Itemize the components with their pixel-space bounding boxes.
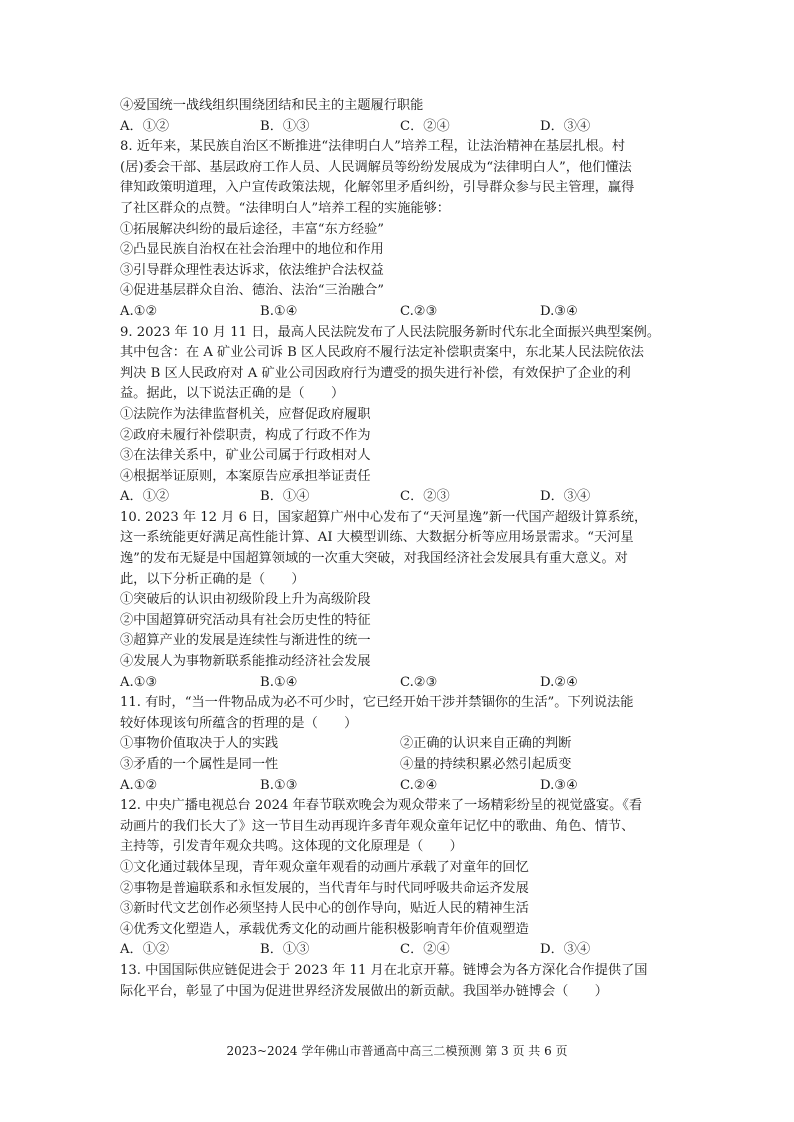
statement-item: ②凸显民族自治权在社会治理中的地位和作用 (120, 242, 384, 258)
question-12 (120, 796, 680, 961)
statement-item: ①拓展解决纠纷的最后途径，丰富“东方经验” (120, 221, 385, 237)
question-13 (120, 961, 680, 1002)
option-a: A.①② (120, 303, 158, 319)
statement-item: ②事物是普遍联系和永恒发展的，当代青年与时代同呼吸共命运齐发展 (120, 880, 529, 896)
question-stem-line: 11. 有时，“当一件物品成为必不可少时，它已经开始干涉并禁锢你的生活”。下列说法能 (120, 695, 634, 711)
option-d: D．③④ (540, 489, 591, 505)
statement-item: ③矛盾的一个属性是同一性 (120, 757, 279, 772)
option-b: B．①③ (260, 118, 310, 134)
option-c: C．②④ (400, 942, 450, 958)
option-b: B.①④ (260, 674, 298, 690)
question-stem-line: 较好体现该句所蕴含的哲理的是（ ） (120, 715, 358, 731)
question-stem-line: (居)委会干部、基层政府工作人员、人民调解员等纷纷发展成为“法律明白人”，他们懂法 (120, 159, 632, 175)
statement-item: ②中国超算研究活动具有社会历史性的特征 (120, 612, 371, 628)
statement-item: ④根据举证原则，本案原告应承担举证责任 (120, 468, 371, 484)
option-c: C.②③ (400, 303, 438, 319)
answer-options (120, 487, 680, 508)
question-10 (120, 508, 680, 693)
question-stem-line: 9. 2023 年 10 月 11 日，最高人民法院发布了人民法院服务新时代东北全面振兴典型案例。 (120, 324, 661, 340)
option-b: B.①③ (260, 777, 298, 793)
statement-item: ④优秀文化塑造人，承载优秀文化的动画片能积极影响青年价值观塑造 (120, 921, 529, 937)
question-stem-line: 动画片的我们长大了》这一节目生动再现许多青年观众童年记忆中的歌曲、角色、情节、 (120, 818, 635, 834)
question-stem-line: 10. 2023 年 12 月 6 日，国家超算广州中心发布了“天河星逸”新一代国产超级计算系统， (120, 509, 648, 525)
option-a: A.①③ (120, 674, 158, 690)
statement-item: ③引导群众理性表达诉求，依法维护合法权益 (120, 262, 384, 278)
question-stem-line: 逸”的发布无疑是中国超算领域的一次重大突破，对我国经济社会发展具有重大意义。对 (120, 551, 628, 567)
question-8 (120, 137, 680, 322)
option-d: D．③④ (540, 118, 591, 134)
option-d: D．③④ (540, 942, 591, 958)
question-stem-line: 际化平台，彰显了中国为促进世界经济发展做出的新贡献。我国举办链博会（ ） (120, 983, 608, 999)
answer-options (120, 302, 680, 323)
answer-options (120, 940, 680, 961)
statement-item: ③在法律关系中，矿业公司属于行政相对人 (120, 448, 371, 464)
statement-item: ④量的持续积累必然引起质变 (400, 757, 572, 772)
statement-item: ②正确的认识来自正确的判断 (400, 736, 572, 752)
question-stem-line: 律知政策明道理，入户宣传政策法规，化解邻里矛盾纠纷，引导群众参与民主管理，赢得 (120, 180, 635, 196)
question-stem-line: 益。据此，以下说法正确的是（ ） (120, 386, 345, 402)
question-stem-line: 13. 中国国际供应链促进会于 2023 年 11 月在北京开幕。链博会为各方深化合作提供了国 (120, 962, 648, 978)
option-a: A．①② (120, 118, 170, 134)
question-stem-line: 8. 近年来，某民族自治区不断推进“法律明白人”培养工程，让法治精神在基层扎根。村 (120, 139, 626, 155)
question-stem-line: 其中包含：在 A 矿业公司诉 B 区人民政府不履行法定补偿职责案中，东北某人民法院依法 (120, 345, 644, 361)
answer-options (120, 776, 680, 797)
question-stem-line: 此，以下分析正确的是（ ） (120, 571, 305, 587)
question-stem-line: 这一系统能更好满足高性能计算、AI 大模型训练、大数据分析等应用场景需求。“天河星 (120, 530, 634, 546)
option-c: C.②③ (400, 674, 438, 690)
option-a: A．①② (120, 942, 170, 958)
page-footer: 2023~2024 学年佛山市普通高中高三二模预测 第 3 页 共 6 页 (226, 1044, 568, 1058)
option-a: A．①② (120, 489, 170, 505)
option-b: B.①④ (260, 303, 298, 319)
intro-options (120, 117, 680, 138)
statement-item: ②政府未履行补偿职责，构成了行政不作为 (120, 427, 371, 443)
option-c: C．②④ (400, 118, 450, 134)
option-c: C．②③ (400, 489, 450, 505)
question-stem-line: 了社区群众的点赞。“法律明白人”培养工程的实施能够： (120, 200, 450, 216)
exam-page (120, 96, 680, 1002)
statement-item: ④发展人为事物新联系能推动经济社会发展 (120, 654, 371, 670)
statement-row (120, 734, 680, 755)
option-a: A.①② (120, 777, 158, 793)
statement-row (120, 755, 680, 776)
intro-line: ④爱国统一战线组织围绕团结和民主的主题履行职能 (120, 98, 424, 113)
statement-item: ①突破后的认识由初级阶段上升为高级阶段 (120, 592, 371, 608)
statement-item: ④促进基层群众自治、德治、法治“三治融合” (120, 283, 385, 299)
question-9 (120, 323, 680, 508)
statement-item: ①法院作为法律监督机关，应督促政府履职 (120, 406, 371, 422)
option-b: B．①④ (260, 489, 310, 505)
option-d: D.②④ (540, 674, 578, 690)
answer-options (120, 673, 680, 694)
statement-item: ①文化通过载体呈现，青年观众童年观看的动画片承载了对童年的回忆 (120, 859, 529, 875)
statement-item: ①事物价值取决于人的实践 (120, 736, 279, 752)
statement-item: ③超算产业的发展是连续性与渐进性的统一 (120, 633, 371, 649)
option-b: B．①③ (260, 942, 310, 958)
option-c: C.②④ (400, 777, 438, 793)
statement-item: ③新时代文艺创作必须坚持人民中心的创作导向，贴近人民的精神生活 (120, 901, 529, 917)
option-d: D.③④ (540, 303, 578, 319)
question-11 (120, 693, 680, 796)
question-stem-line: 判决 B 区人民政府对 A 矿业公司因政府行为遭受的损失进行补偿，有效保护了企业的利 (120, 365, 631, 381)
question-stem-line: 主持等，引发青年观众共鸣。这体现的文化原理是（ ） (120, 839, 463, 855)
option-d: D.③④ (540, 777, 578, 793)
question-stem-line: 12. 中央广播电视总台 2024 年春节联欢晚会为观众带来了一场精彩纷呈的视觉盛宴。《看 (120, 798, 643, 814)
